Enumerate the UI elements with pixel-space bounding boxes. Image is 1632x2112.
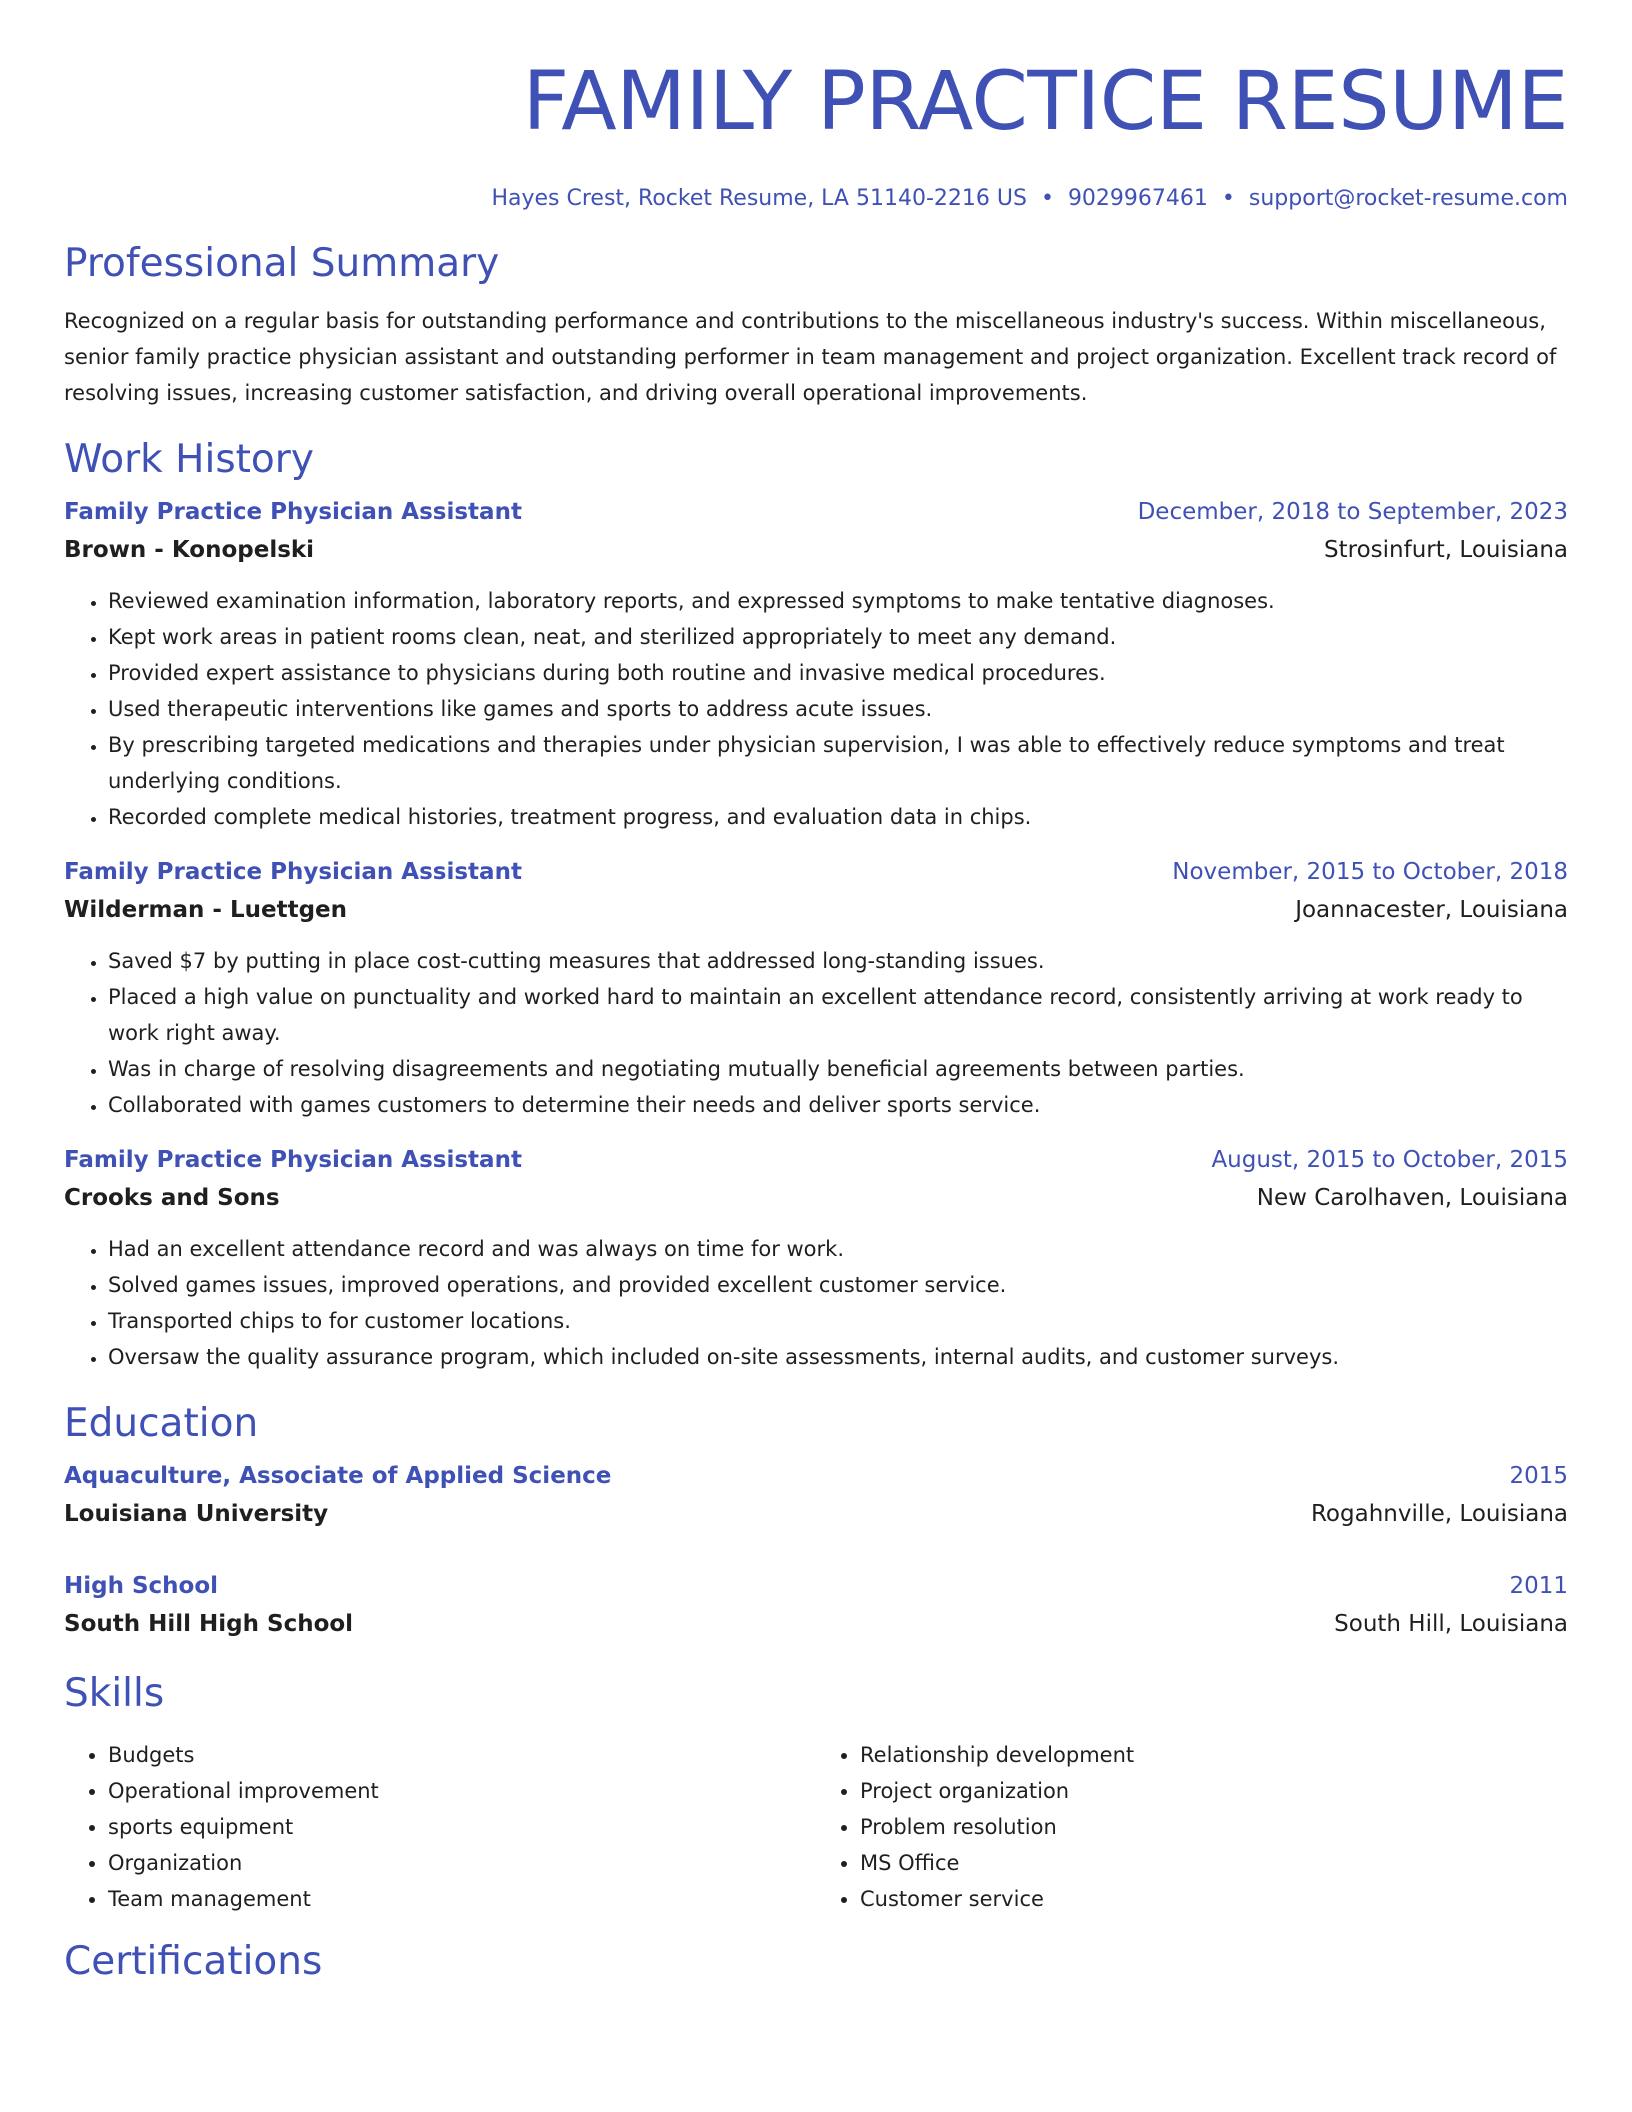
job-company-row xyxy=(64,1179,1568,1217)
list-item: • Had an excellent attendance record and was always on time for work. xyxy=(108,1231,1568,1267)
skills-column-left xyxy=(64,1737,816,1917)
list-item: • Reviewed examination information, laboratory reports, and expressed symptoms to make tentative diagnoses. xyxy=(108,583,1568,619)
list-item: • Collaborated with games customers to determine their needs and deliver sports service. xyxy=(108,1087,1568,1123)
work-history-heading: Work History xyxy=(64,437,314,482)
job-location: Joannacester, Louisiana xyxy=(1295,897,1568,923)
education-header-row xyxy=(64,1567,1568,1605)
job-entry xyxy=(64,1141,1568,1375)
job-bullets xyxy=(64,1231,1568,1375)
list-item: • Oversaw the quality assurance program, which included on-site assessments, internal audits, and customer surveys. xyxy=(108,1339,1568,1375)
contact-address: Hayes Crest, Rocket Resume, LA 51140-2216 US xyxy=(491,186,1027,211)
summary-heading: Professional Summary xyxy=(64,241,500,286)
job-company-row xyxy=(64,891,1568,929)
education-school: Louisiana University xyxy=(64,1501,329,1527)
education-school: South Hill High School xyxy=(64,1611,354,1637)
education-location: Rogahnville, Louisiana xyxy=(1310,1501,1568,1527)
job-bullets xyxy=(64,583,1568,835)
job-entry xyxy=(64,493,1568,835)
list-item: • Placed a high value on punctuality and worked hard to maintain an excellent attendance record, consistently arriving at work ready to work right away. xyxy=(108,979,1568,1051)
job-dates: November, 2015 to October, 2018 xyxy=(1172,859,1568,885)
job-header-row xyxy=(64,853,1568,891)
list-item: • Customer service xyxy=(860,1881,1568,1917)
job-title: Family Practice Physician Assistant xyxy=(64,499,522,525)
education-location: South Hill, Louisiana xyxy=(1334,1611,1568,1637)
education-school-row xyxy=(64,1605,1568,1643)
contact-phone: 9029967461 xyxy=(1067,186,1208,211)
job-location: New Carolhaven, Louisiana xyxy=(1256,1185,1568,1211)
list-item: • Saved $7 by putting in place cost-cutting measures that addressed long-standing issues. xyxy=(108,943,1568,979)
job-company: Brown - Konopelski xyxy=(64,537,315,563)
education-header-row xyxy=(64,1457,1568,1495)
list-item: • Organization xyxy=(108,1845,816,1881)
education-entry xyxy=(64,1567,1568,1643)
list-item: • Used therapeutic interventions like games and sports to address acute issues. xyxy=(108,691,1568,727)
job-company-row xyxy=(64,531,1568,569)
list-item: • Operational improvement xyxy=(108,1773,816,1809)
job-entry xyxy=(64,853,1568,1123)
job-title: Family Practice Physician Assistant xyxy=(64,859,522,885)
education-year: 2011 xyxy=(1509,1573,1568,1599)
job-title: Family Practice Physician Assistant xyxy=(64,1147,522,1173)
list-item: • By prescribing targeted medications and therapies under physician supervision, I was able to effectively reduce symptoms and treat underlying conditions. xyxy=(108,727,1568,799)
education-entry xyxy=(64,1457,1568,1533)
job-header-row xyxy=(64,493,1568,531)
job-dates: August, 2015 to October, 2015 xyxy=(1211,1147,1568,1173)
summary-text: Recognized on a regular basis for outstanding performance and contributions to the miscellaneous industry's success. Within miscellaneous, senior family practice physician assistant and outstanding performer in team management and project organization. Excellent track record of resolving issues, increasing customer satisfaction, and driving overall operational improvements. xyxy=(64,309,1557,405)
education-degree: Aquaculture, Associate of Applied Science xyxy=(64,1463,612,1489)
education-degree: High School xyxy=(64,1573,219,1599)
list-item: • MS Office xyxy=(860,1845,1568,1881)
job-location: Strosinfurt, Louisiana xyxy=(1324,537,1568,563)
education-year: 2015 xyxy=(1509,1463,1568,1489)
skills-column-right xyxy=(816,1737,1568,1917)
skills-heading: Skills xyxy=(64,1671,165,1716)
list-item: • Transported chips to for customer locations. xyxy=(108,1303,1568,1339)
job-company: Wilderman - Luettgen xyxy=(64,897,348,923)
contact-separator: • xyxy=(1040,186,1054,211)
contact-email[interactable]: support@rocket-resume.com xyxy=(1248,186,1568,211)
list-item: • Solved games issues, improved operations, and provided excellent customer service. xyxy=(108,1267,1568,1303)
education-school-row xyxy=(64,1495,1568,1533)
resume-title: FAMILY PRACTICE RESUME xyxy=(522,55,1568,149)
certifications-heading: Certifications xyxy=(64,1939,323,1984)
job-company: Crooks and Sons xyxy=(64,1185,280,1211)
list-item: • Project organization xyxy=(860,1773,1568,1809)
list-item: • Problem resolution xyxy=(860,1809,1568,1845)
list-item: • Relationship development xyxy=(860,1737,1568,1773)
contact-line xyxy=(64,184,1568,214)
job-dates: December, 2018 to September, 2023 xyxy=(1137,499,1568,525)
list-item: • Team management xyxy=(108,1881,816,1917)
education-heading: Education xyxy=(64,1401,259,1446)
skills-list xyxy=(64,1737,1568,1917)
contact-separator: • xyxy=(1221,186,1235,211)
list-item: • Was in charge of resolving disagreements and negotiating mutually beneficial agreements between parties. xyxy=(108,1051,1568,1087)
list-item: • Recorded complete medical histories, treatment progress, and evaluation data in chips. xyxy=(108,799,1568,835)
job-bullets xyxy=(64,943,1568,1123)
list-item: • Budgets xyxy=(108,1737,816,1773)
list-item: • Kept work areas in patient rooms clean, neat, and sterilized appropriately to meet any demand. xyxy=(108,619,1568,655)
list-item: • Provided expert assistance to physicians during both routine and invasive medical procedures. xyxy=(108,655,1568,691)
job-header-row xyxy=(64,1141,1568,1179)
list-item: • sports equipment xyxy=(108,1809,816,1845)
